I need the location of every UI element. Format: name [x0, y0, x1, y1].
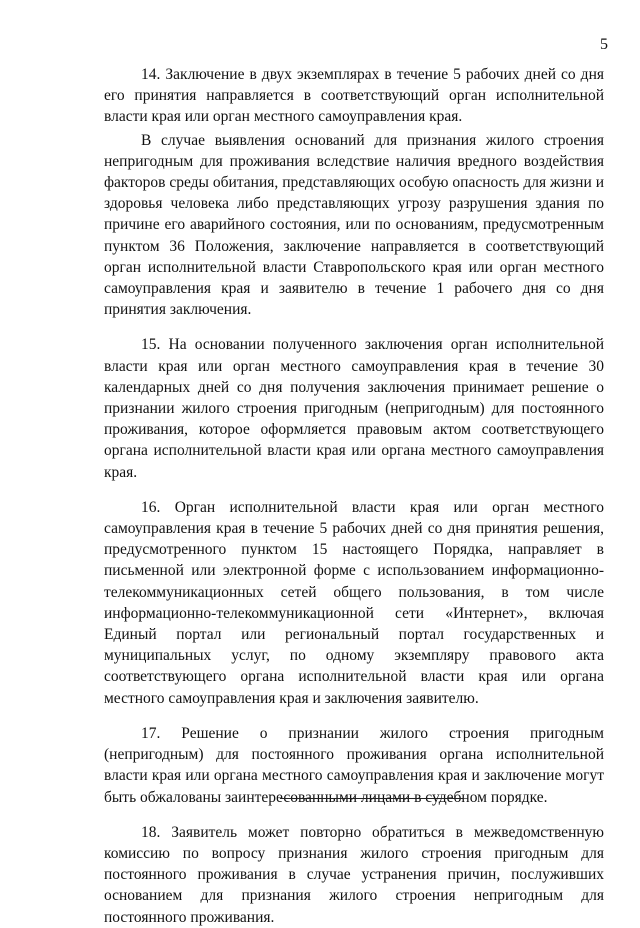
paragraph-15: 15. На основании полученного заключения орган исполнительной власти края или орган местного самоуправления края в течение 30 календарных дней со дня получения заключения принимает решение о признании жилого строения пригодным (непригодным) для постоянного проживания, которое оформляется правовым актом соответствующего органа исполнительной власти края или органа местного самоуправления края. — [104, 336, 604, 481]
paragraph-17: 17. Решение о признании жилого строения пригодным (непригодным) для постоянного проживания органа исполнительной власти края или органа местного самоуправления края и заключение могут быть обжалованы заинтересованными лицами в судебном порядке. — [104, 724, 604, 806]
end-of-document-line — [280, 798, 464, 799]
page-number: 5 — [600, 36, 608, 53]
paragraph-16: 16. Орган исполнительной власти края или орган местного самоуправления края в течение 5 рабочих дней со дня принятия решения, предусмотренного пунктом 15 настоящего Порядка, направляет в письменной или электронной форме с использованием информационно-телекоммуникационных сетей общего пользования, в том числе информационно-телекоммуникационной сети «Интернет», включая Единый портал или региональный портал государственных и муниципальных услуг, по одному экземпляру правового акта соответствующего органа исполнительной власти края или органа местного самоуправления края и заключения заявителю. — [104, 498, 604, 707]
paragraph-14: 14. Заключение в двух экземплярах в течение 5 рабочих дней со дня его принятия направляется в соответствующий орган исполнительной власти края или орган местного самоуправления края. — [104, 66, 604, 126]
paragraph-18: 18. Заявитель может повторно обратиться в межведомственную комиссию по вопросу признания жилого строения пригодным для постоянного проживания в случае устранения причин, послуживших основанием для признания жилого строения непригодным для постоянного проживания. — [104, 823, 604, 926]
paragraph-14-continuation: В случае выявления оснований для признания жилого строения непригодным для проживания вследствие наличия вредного воздействия факторов среды обитания, представляющих особую опасность для жизни и здоровья человека либо представляющих угрозу разрушения здания по причине его аварийного состояния, или по основаниям, предусмотренным пунктом 36 Положения, заключение направляется в соответствующий орган исполнительной власти Ставропольского края или орган местного самоуправления края и заявителю в течение 1 рабочего дня со дня принятия заключения. — [104, 131, 604, 319]
